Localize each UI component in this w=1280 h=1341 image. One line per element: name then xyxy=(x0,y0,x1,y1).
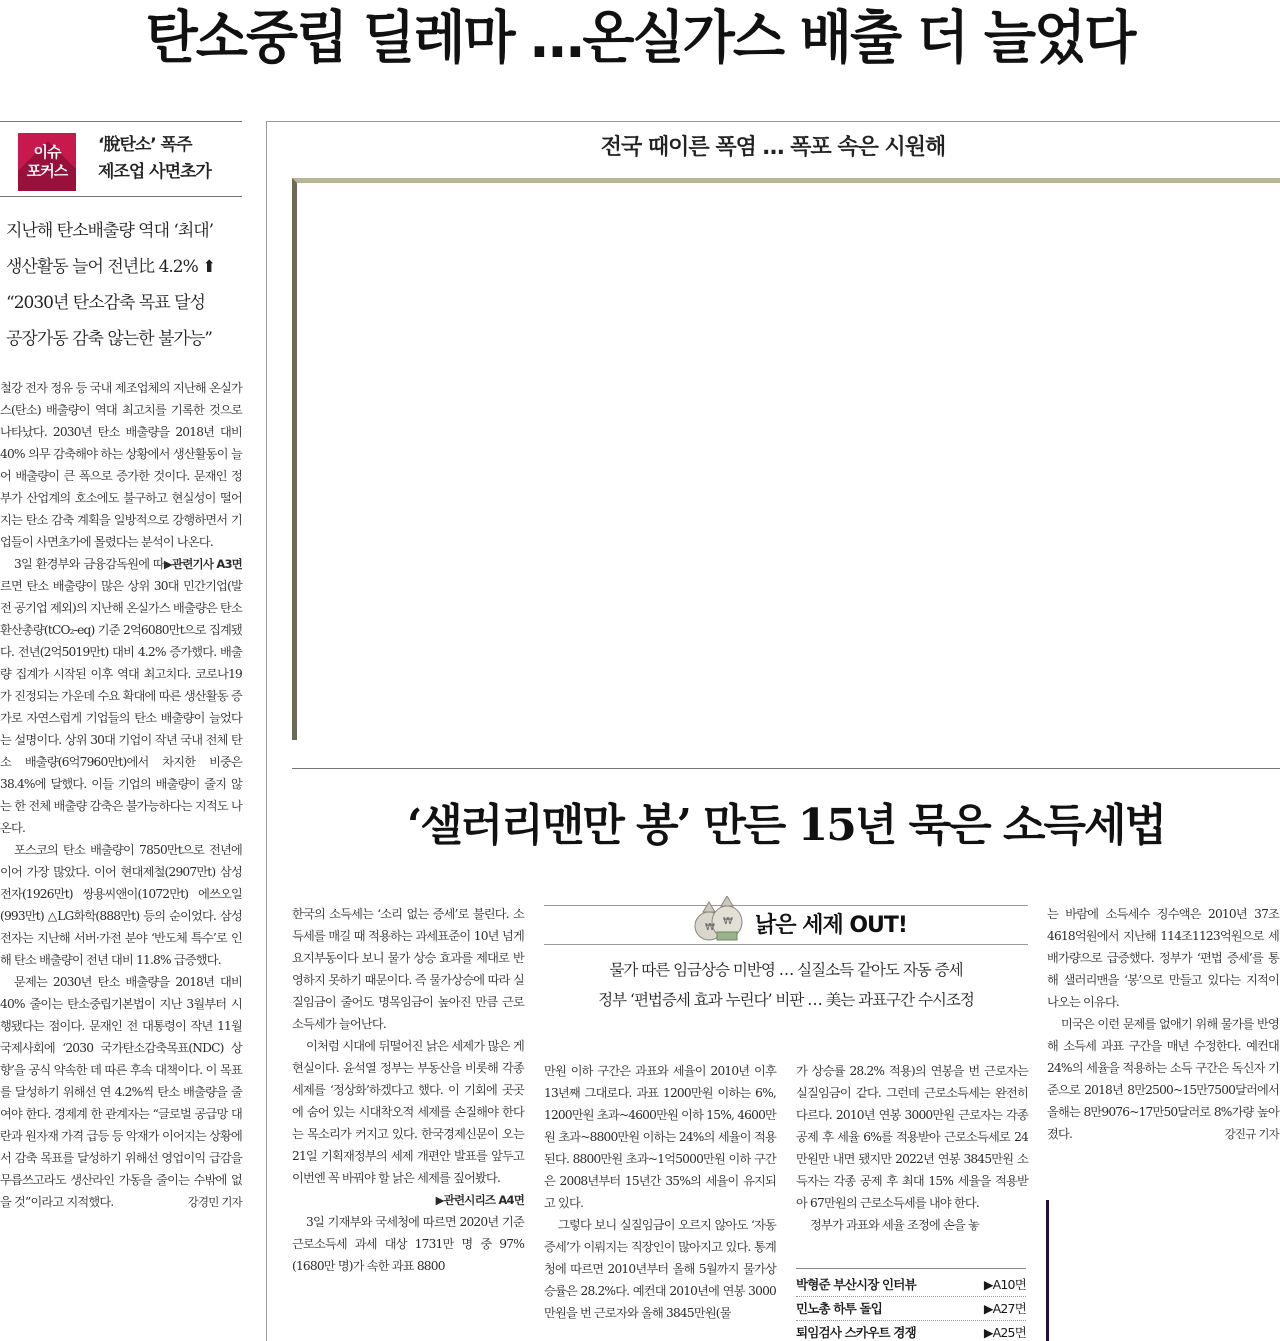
svg-text:₩: ₩ xyxy=(723,916,733,927)
index-page: ▶A27면 xyxy=(983,1301,1026,1316)
index-title: 민노총 하투 돌입 xyxy=(796,1301,883,1316)
paragraph: 는 바람에 소득세수 징수액은 2010년 37조4618억원에서 지난해 114조1123억원으로 세 배가량으로 급증했다. 정부가 ‘편법 증세’를 통해 샐러리맨을 ‘봉’으로 만들고 있다는 지적이 나오는 이유다. xyxy=(1047,907,1279,1009)
related-article-link[interactable]: ▶관련기사 A3면 xyxy=(163,557,242,571)
subhead: 공장가동 감축 않는한 불가능” xyxy=(6,329,212,349)
subhead: 지난해 탄소배출량 역대 ‘최대’ xyxy=(6,221,214,241)
issue-focus-header xyxy=(0,121,242,197)
main-headline: 탄소중립 딜레마 …온실가스 배출 더 늘었다 xyxy=(145,4,1135,71)
paragraph: 가 상승률 28.2% 적용)의 연봉을 번 근로자는 실질임금이 같다. 그런데 근로소득세는 완전히 다르다. 2010년 연봉 3000만원 근로자는 각종 공제 후 세율 6%를 적용받아 근로소득세로 24만원만 내면 됐지만 2022년 연봉 3845만원 소득자는 각종 공제 후 최대 15% 세율을 적용받아 67만원의 근로소득세를 내야 한다. xyxy=(796,1064,1028,1210)
left-article xyxy=(0,121,242,1213)
series-header xyxy=(544,905,1028,1015)
photo-title: 전국 때이른 폭염 … 폭포 속은 시원해 xyxy=(600,135,946,160)
top-rule xyxy=(266,121,1280,122)
issue-title-line-1: ‘脫탄소’ 폭주 xyxy=(98,135,192,155)
issue-title-line-2: 제조업 사면초가 xyxy=(98,162,211,182)
tax-article-column-2 xyxy=(544,1060,776,1324)
tax-subheads xyxy=(544,955,1028,1015)
issue-focus-badge xyxy=(18,133,76,191)
badge-line-2: 포커스 xyxy=(26,162,68,180)
subhead: 정부 ‘편법증세 효과 누린다’ 비판 … 美는 과표구간 수시조정 xyxy=(598,991,974,1009)
related-series-link[interactable]: ▶관련시리즈 A4면 xyxy=(435,1193,524,1207)
series-banner xyxy=(544,905,1028,945)
paragraph: 문제는 2030년 탄소 배출량을 2018년 대비 40% 줄이는 탄소중립기본법이 지난 3월부터 시행됐다는 점이다. 문재인 전 대통령이 작년 11월 국제사회에 ‘2030 국가탄소감축목표(NDC) 상향’을 공식 약속한 데 따른 후속 대책이다. 이 목표를 달성하기 위해선 연 4.2%씩 탄소 배출량을 줄여야 한다. 경제계 한 관계자는 “글로벌 공급망 대란과 원자재 가격 급등 등 악재가 이어지는 상황에서 감축 목표를 달성하기 위해선 영업이익 급감을 무릅쓰고라도 생산라인 가동을 줄이는 수밖에 없을 것”이라고 지적했다. 강경민 기자 xyxy=(0,971,242,1213)
page-index xyxy=(796,1268,1026,1341)
left-subheads xyxy=(0,213,242,357)
column-divider xyxy=(266,121,267,1341)
subhead: “2030년 탄소감축 목표 달성 xyxy=(6,293,205,313)
tax-article-column-3 xyxy=(796,1060,1028,1236)
issue-title xyxy=(98,132,211,186)
paragraph: 미국은 이런 문제를 없애기 위해 물가를 반영해 소득세 과표 구간을 매년 수정한다. 예컨대 24%의 세율을 적용하는 소득 구간은 독신자 기준으로 2018년 8만2500~15만7500달러에서 올해는 8만9076~17만50달러로 8%가량 높아졌다. 강진규 기자 xyxy=(1047,1013,1279,1145)
paragraph: 3일 기재부와 국세청에 따르면 2020년 기준 근로소득세 과세 대상 1731만 명 중 97%(1680만 명)가 속한 과표 8800 xyxy=(292,1215,524,1273)
paragraph: 이처럼 시대에 뒤떨어진 낡은 세제가 많은 게 현실이다. 윤석열 정부는 부동산을 비롯해 각종 세제를 ‘정상화’하겠다고 했다. 이 기회에 곳곳에 숨어 있는 시대착오적 세제를 손질해야 한다는 목소리가 커지고 있다. 한국경제신문이 오는 21일 기획재정부의 세제 개편안 발표를 앞두고 이번엔 꼭 바꿔야 할 낡은 세제를 짚어봤다. xyxy=(292,1039,524,1185)
paragraph: 한국의 소득세는 ‘소리 없는 증세’로 불린다. 소득세를 매길 때 적용하는 과세표준이 10년 넘게 요지부동이다 보니 물가 상승 효과를 제대로 반영하지 못하기 때문이다. 즉 물가상승에 따라 실질임금이 줄어도 명목임금이 높아진 만큼 근로소득세가 늘어난다. xyxy=(292,907,524,1031)
index-page: ▶A10면 xyxy=(983,1277,1026,1292)
paragraph: 3일 환경부와 금융감독원에 따르면 탄소 배출량이 많은 상위 30대 민간기업(발전 공기업 제외)의 지난해 온실가스 배출량은 탄소 환산총량(tCO₂-eq) 기준 2억6080만t으로 집계됐다. 전년(2억5019만t) 대비 4.2% 증가했다. 배출량 집계가 시작된 이후 역대 최고치다. 코로나19가 진정되는 가운데 수요 확대에 따른 생산활동 증가로 자연스럽게 기업들의 탄소 배출량이 늘었다는 설명이다. 상위 30대 기업이 작년 국내 전체 탄소 배출량(6억7960만t)에서 차지한 비중은 38.4%에 달했다. 이들 기업의 배출량이 줄지 않는 한 전체 배출량 감축은 불가능하다는 지적도 나온다. xyxy=(0,557,242,835)
svg-text:₩: ₩ xyxy=(705,922,715,933)
paragraph: 그렇다 보니 실질임금이 오르지 않아도 ‘자동 증세’가 이뤄지는 직장인이 많아지고 있다. 통계청에 따르면 2010년부터 올해 5월까지 물가상승률은 28.2%다. 예컨대 2010년에 연봉 3000만원을 번 근로자와 올해 3845만원(물 xyxy=(544,1218,776,1320)
paragraph: 만원 이하 구간은 과표와 세율이 2010년 이후 13년째 그대로다. 과표 1200만원 이하는 6%, 1200만원 초과~4600만원 이하 15%, 4600만원 초과~8800만원 이하는 24%의 세율이 적용된다. 8800만원 초과~1억5000만원 이하 구간은 2008년부터 15년간 35%의 세율이 유지되고 있다. xyxy=(544,1064,776,1210)
subhead: 물가 따른 임금상승 미반영 … 실질소득 같아도 자동 증세 xyxy=(609,961,963,979)
paragraph: 포스코의 탄소 배출량이 7850만t으로 전년에 이어 가장 많았다. 이어 현대제철(2907만t) 삼성전자(1926만t) 쌍용씨앤이(1072만t) 에쓰오일(993만t) △LG화학(888만t) 등의 순이었다. 삼성전자는 지난해 서버·가전 분야 ‘반도체 특수’로 인해 탄소 배출량이 전년 대비 11.8% 급증했다. xyxy=(0,843,242,967)
index-page: ▶A25면 xyxy=(983,1325,1026,1340)
index-item[interactable] xyxy=(796,1321,1026,1341)
series-title: 낡은 세제 OUT! xyxy=(755,913,907,938)
index-title: 퇴임검사 스카우트 경쟁 xyxy=(796,1325,916,1340)
badge-line-1: 이슈 xyxy=(33,143,61,161)
section-rule xyxy=(292,768,1280,769)
byline: 강진규 기자 xyxy=(1224,1127,1279,1141)
index-item[interactable] xyxy=(796,1273,1026,1297)
accent-bar xyxy=(1046,1200,1049,1341)
photo-waterfall xyxy=(292,178,1280,740)
byline: 강경민 기자 xyxy=(187,1195,242,1209)
index-title: 박형준 부산시장 인터뷰 xyxy=(796,1277,916,1292)
paragraph: 철강 전자 정유 등 국내 제조업체의 지난해 온실가스(탄소) 배출량이 역대 최고치를 기록한 것으로 나타났다. 2030년 탄소 배출량을 2018년 대비 40% 의무 감축해야 하는 상황에서 생산활동이 늘어 배출량이 큰 폭으로 증가한 것이다. 문재인 정부가 산업계의 호소에도 불구하고 현실성이 떨어지는 탄소 감축 계획을 일방적으로 강행하면서 기업들이 사면초가에 몰렸다는 분석이 나온다. ▶관련기사 A3면 xyxy=(0,377,242,553)
tax-article-column-4 xyxy=(1047,903,1279,1145)
left-article-body xyxy=(0,377,242,1213)
money-bags-icon xyxy=(689,896,749,942)
index-item[interactable] xyxy=(796,1297,1026,1321)
tax-article-column-1 xyxy=(292,903,524,1277)
tax-article-headline: ‘샐러리맨만 봉’ 만든 15년 묵은 소득세법 xyxy=(406,800,1166,851)
subhead: 생산활동 늘어 전년比 4.2% ⬆ xyxy=(6,257,216,277)
paragraph: 정부가 과표와 세율 조정에 손을 놓 xyxy=(810,1218,979,1232)
